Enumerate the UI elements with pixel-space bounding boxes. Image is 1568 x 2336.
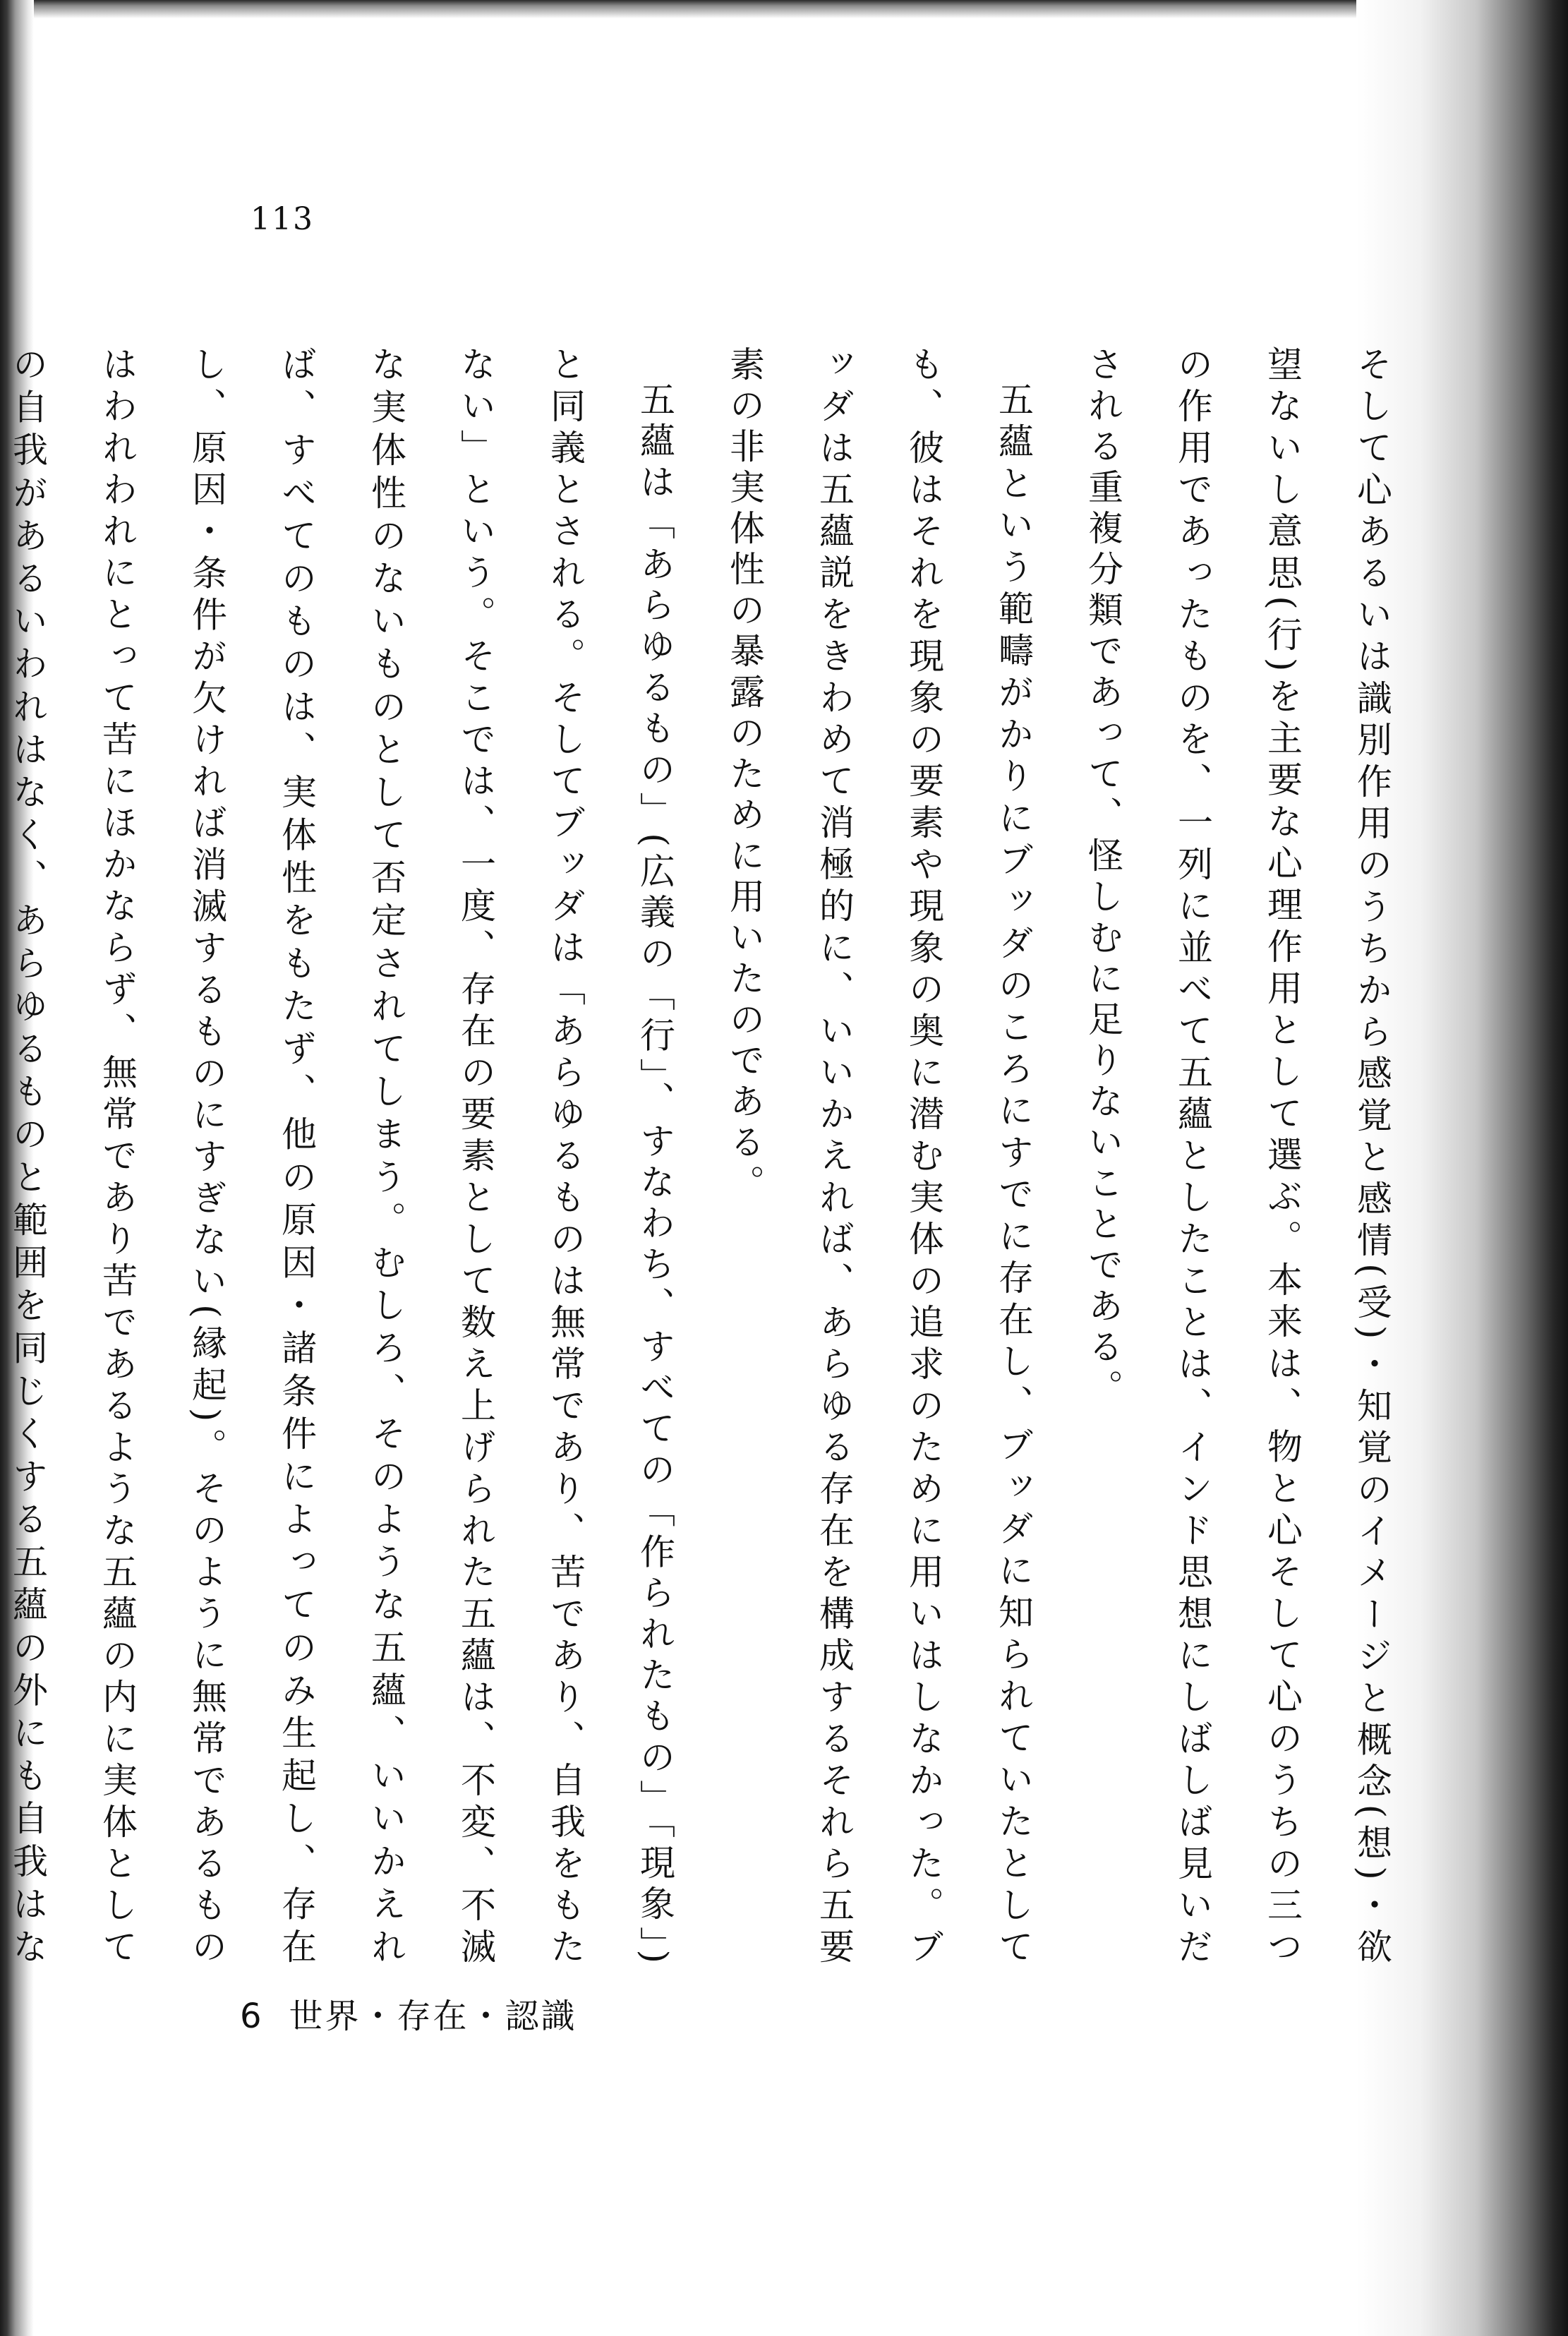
chapter-title: 世界・存在・認識 xyxy=(289,1997,577,2036)
paragraph-2: 五蘊という範疇がかりにブッダのころにすでに存在し、ブッダに知られていたとしても、彼はそれを現象の要素や現象の奥に潜む実体の追求のために用いはしなかった。ブッダは五蘊説をきわめて消極的に、いいかえれば、あらゆる存在を構成するそれら五要素の非実体性の暴露のために用いたのである。 xyxy=(724,346,1034,1969)
scan-top-shadow xyxy=(0,0,1568,18)
page-number: 113 xyxy=(251,201,314,237)
body-text xyxy=(7,346,1416,1970)
chapter-number: 6 xyxy=(240,1997,264,2036)
running-footer xyxy=(240,1989,577,2037)
paragraph-3: 五蘊は「あらゆるもの」(広義の「行」、すなわち、すべての「作られたもの」「現象」)と同義とされる。そしてブッダは「あらゆるものは無常であり、苦であり、自我をもたない」という。そこでは、一度、存在の要素として数え上げられた五蘊は、不変、不滅な実体性のないものとして否定されてしまう。むしろ、そのような五蘊、いいかえれば、すべてのものは、実体性をもたず、他の原因・諸条件によってのみ生起し、存在し、原因・条件が欠ければ消滅するものにすぎない(縁起)。そのように無常であるものはわれわれにとって苦にほかならず、無常であり苦であるような五蘊の内に実体としての自我があるいわれはなく、あらゆるものと範囲を同じくする五蘊の外にも自我はな xyxy=(7,346,675,1970)
paragraph-1: そして心あるいは識別作用のうちから感覚と感情(受)・知覚のイメージと概念(想)・欲望ないし意思(行)を主要な心理作用として選ぶ。本来は、物と心そして心のうちの三つの作用であったものを、一列に並べて五蘊としたことは、インド思想にしばしば見いだされる重複分類であって、怪しむに足りないことである。 xyxy=(1082,346,1392,1969)
